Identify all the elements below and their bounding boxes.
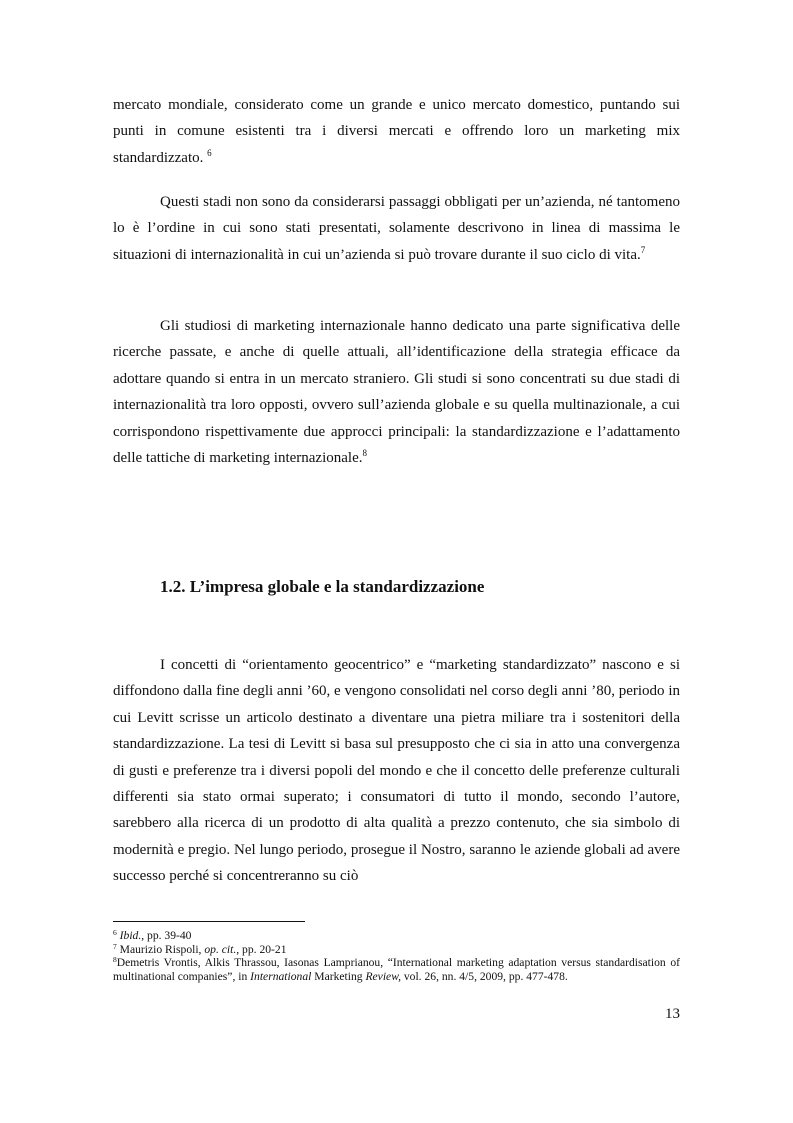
footnote-text: Marketing (311, 969, 366, 983)
footnote-text: , pp. 20-21 (236, 942, 287, 956)
footnote-ref-6[interactable]: 6 (207, 147, 212, 158)
footnote-text: Maurizio Rispoli, (119, 942, 205, 956)
footnote-italic: Ibid. (119, 929, 142, 942)
footnote-text: , pp. 39-40 (141, 929, 192, 942)
paragraph-text: mercato mondiale, considerato come un grande e unico mercato domestico, puntando sui punti in comune esistenti tra i diversi mercati e offrendo loro un marketing mix standardizzato. (113, 97, 680, 166)
footnote-italic: International (250, 969, 312, 983)
paragraph-scholars (113, 313, 680, 471)
paragraph-geocentric (113, 652, 680, 890)
paragraph-text: Gli studiosi di marketing internazionale hanno dedicato una parte significativa delle ricerche passate, e anche di quelle attuali, all’identificazione della strategia efficace da adottare quando si entra in un mercato straniero. Gli studi si sono concentrati su due stadi di internazionalità tra loro opposti, ovvero sull’azienda globale e su quella multinazionale, a cui corrispondono rispettivamente due approcci principali: la standardizzazione e l’adattamento delle tattiche di marketing internazionale. (113, 318, 680, 467)
footnote-text: Demetris Vrontis, Alkis Thrassou, Iasonas Lamprianou, “International marketing adaptation versus standardisation of multinational companies”, in (113, 956, 680, 983)
footnote-text: vol. 26, nn. 4/5, 2009, pp. 477-478. (400, 969, 568, 983)
footnote-ref-8[interactable]: 8 (362, 448, 367, 459)
footnote-number: 8 (113, 955, 117, 965)
footnote-number: 7 (113, 941, 117, 951)
paragraph-text: I concetti di “orientamento geocentrico” e “marketing standardizzato” nascono e si diffondono dalla fine degli anni ’60, e vengono consolidati nel corso degli anni ’80, periodo in cui Levitt scrisse un articolo destinato a diventare una pietra miliare tra i sostenitori della standardizzazione. La tesi di Levitt si basa sul presupposto che ci sia in atto una convergenza di gusti e preferenze tra i diversi popoli del mondo e che il concetto delle preferenze culturali differenti sia stato ormai superato; i consumatori di tutto il mondo, secondo l’autore, sarebbero alla ricerca di un prodotto di alta qualità a prezzo contenuto, che sia simbolo di modernità e pregio. Nel lungo periodo, prosegue il Nostro, saranno le aziende globali ad avere successo perché si concentreranno su ciò (113, 657, 680, 885)
footnote-8 (113, 956, 680, 983)
footnote-italic: Review, (365, 969, 401, 983)
paragraph-stages (113, 189, 680, 268)
footnotes (113, 929, 680, 983)
paragraph-continued (113, 92, 680, 171)
paragraph-text: Questi stadi non sono da considerarsi passaggi obbligati per un’azienda, né tantomeno lo è l’ordine in cui sono stati presentati, solamente descrivono in linea di massima le situazioni di internazionalità in cui un’azienda si può trovare durante il suo ciclo di vita. (113, 194, 680, 263)
footnote-italic: op. cit. (204, 942, 237, 956)
section-heading: 1.2. L’impresa globale e la standardizzazione (160, 577, 485, 596)
page-number: 13 (665, 1006, 680, 1022)
footnote-number: 6 (113, 928, 117, 937)
footnote-6 (113, 929, 680, 943)
footnote-ref-7[interactable]: 7 (640, 244, 646, 255)
footnote-separator (113, 921, 305, 922)
footnote-7 (113, 943, 680, 957)
